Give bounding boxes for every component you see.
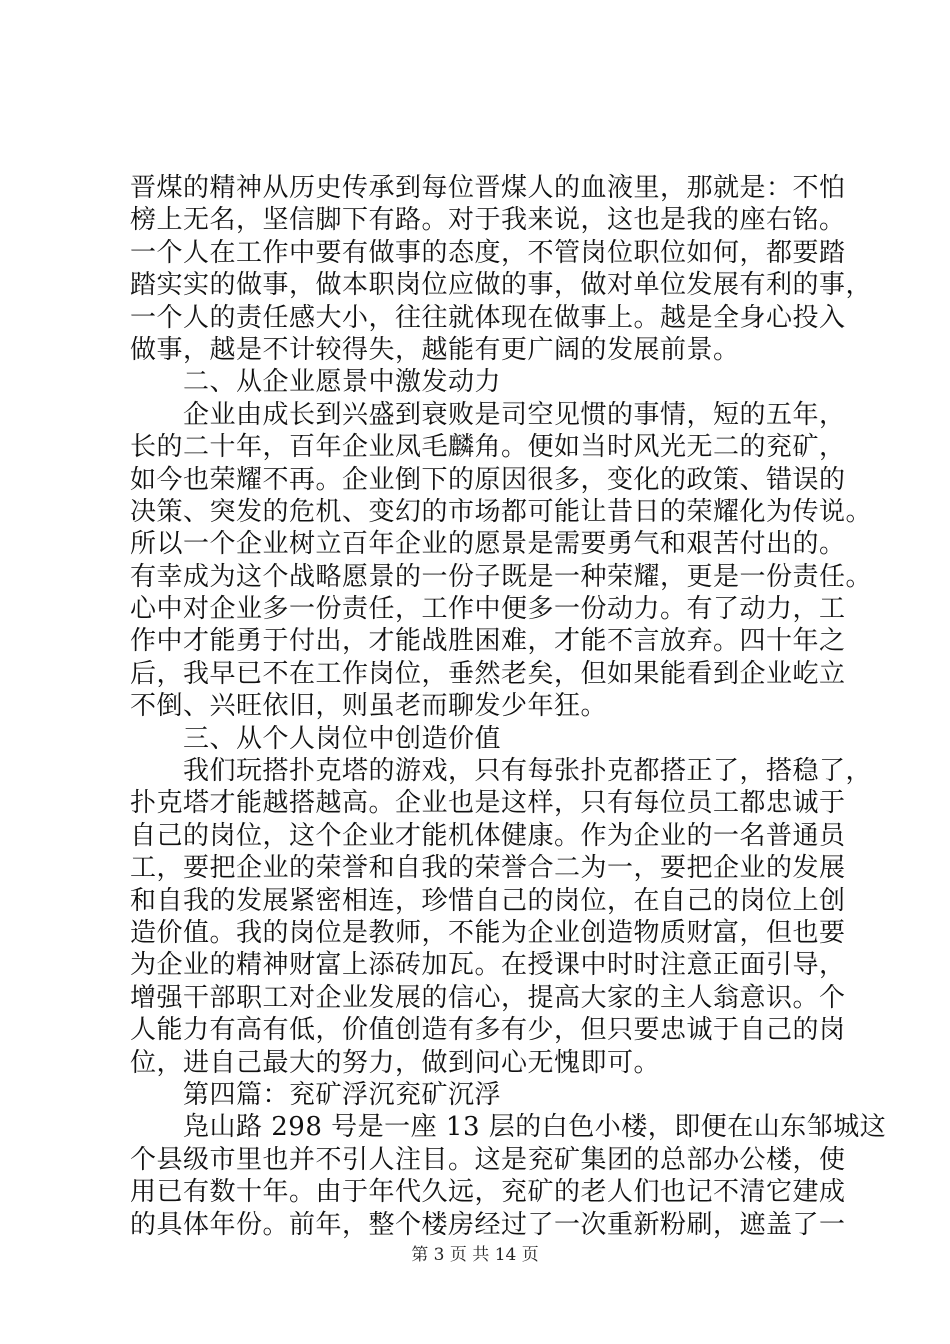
text-line: 和自我的发展紧密相连，珍惜自己的岗位，在自己的岗位上创 bbox=[130, 885, 846, 916]
text-line: 决策、突发的危机、变幻的市场都可能让昔日的荣耀化为传说。 bbox=[130, 496, 873, 527]
text-line: 人能力有高有低，价值创造有多有少，但只要忠诚于自己的岗 bbox=[130, 1015, 846, 1046]
text-line: 企业由成长到兴盛到衰败是司空见惯的事情，短的五年， bbox=[130, 399, 846, 430]
text-line: 不倒、兴旺依旧，则虽老而聊发少年狂。 bbox=[130, 691, 608, 722]
text-line: 踏实实的做事，做本职岗位应做的事，做对单位发展有利的事， bbox=[130, 270, 873, 301]
document-body bbox=[130, 172, 887, 1241]
text-line: 造价值。我的岗位是教师，不能为企业创造物质财富，但也要 bbox=[130, 917, 846, 948]
text-line: 增强干部职工对企业发展的信心，提高大家的主人翁意识。个 bbox=[130, 982, 846, 1013]
text-line: 第四篇：兖矿浮沉兖矿沉浮 bbox=[130, 1079, 502, 1110]
text-line: 有幸成为这个战略愿景的一份子既是一种荣耀，更是一份责任。 bbox=[130, 561, 873, 592]
paragraph bbox=[130, 399, 873, 723]
text-line: 二、从企业愿景中激发动力 bbox=[130, 367, 502, 398]
page-footer: 第 3 页 共 14 页 bbox=[411, 1245, 539, 1265]
paragraph bbox=[130, 366, 830, 398]
text-line: 作中才能勇于付出，才能战胜困难，才能不言放弃。四十年之 bbox=[130, 626, 846, 657]
text-line: 晋煤的精神从历史传承到每位晋煤人的血液里，那就是：不怕 bbox=[130, 173, 846, 203]
text-line: 扑克塔才能越搭越高。企业也是这样，只有每位员工都忠诚于 bbox=[130, 788, 846, 819]
text-line: 的具体年份。前年，整个楼房经过了一次重新粉刷，遮盖了一 bbox=[130, 1209, 846, 1240]
text-line: 一个人在工作中要有做事的态度，不管岗位职位如何，都要踏 bbox=[130, 237, 846, 268]
text-line: 工，要把企业的荣誉和自我的荣誉合二为一，要把企业的发展 bbox=[130, 853, 846, 884]
text-line: 如今也荣耀不再。企业倒下的原因很多，变化的政策、错误的 bbox=[130, 464, 846, 495]
text-line: 后，我早已不在工作岗位，垂然老矣，但如果能看到企业屹立 bbox=[130, 658, 846, 689]
paragraph bbox=[130, 755, 873, 1079]
text-line: 用已有数十年。由于年代久远，兖矿的老人们也记不清它建成 bbox=[130, 1177, 846, 1208]
text-line: 自己的岗位，这个企业才能机体健康。作为企业的一名普通员 bbox=[130, 820, 846, 851]
text-line: 长的二十年，百年企业凤毛麟角。便如当时风光无二的兖矿， bbox=[130, 432, 846, 463]
text-line: 我们玩搭扑克塔的游戏，只有每张扑克都搭正了，搭稳了， bbox=[130, 756, 873, 787]
text-line: 做事，越是不计较得失，越能有更广阔的发展前景。 bbox=[130, 334, 740, 365]
text-line: 位，进自己最大的努力，做到问心无愧即可。 bbox=[130, 1047, 661, 1078]
paragraph bbox=[130, 1111, 887, 1241]
paragraph bbox=[130, 172, 873, 366]
text-line: 一个人的责任感大小，往往就体现在做事上。越是全身心投入 bbox=[130, 302, 846, 333]
text-line: 所以一个企业树立百年企业的愿景是需要勇气和艰苦付出的。 bbox=[130, 529, 846, 560]
paragraph bbox=[130, 1079, 830, 1111]
paragraph bbox=[130, 723, 830, 755]
text-line: 心中对企业多一份责任，工作中便多一份动力。有了动力，工 bbox=[130, 594, 846, 625]
text-line: 凫山路 298 号是一座 13 层的白色小楼，即便在山东邹城这 bbox=[130, 1112, 887, 1143]
text-line: 个县级市里也并不引人注目。这是兖矿集团的总部办公楼，使 bbox=[130, 1144, 846, 1175]
text-line: 为企业的精神财富上添砖加瓦。在授课中时时注意正面引导， bbox=[130, 950, 846, 981]
text-line: 三、从个人岗位中创造价值 bbox=[130, 723, 502, 754]
text-line: 榜上无名，坚信脚下有路。对于我来说，这也是我的座右铭。 bbox=[130, 205, 846, 236]
